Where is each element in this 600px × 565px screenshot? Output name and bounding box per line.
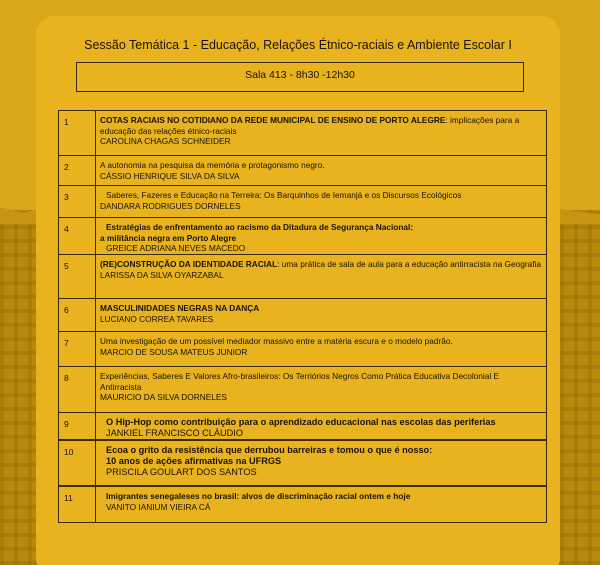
presentation-title-bold: (RE)CONSTRUÇÃO DA IDENTIDADE RACIAL <box>100 259 278 269</box>
presentation-title-rest: : uma prática de sala de aula para a educação antirracista na Geografia <box>277 259 541 269</box>
session-title: Sessão Temática 1 - Educação, Relações Étnico-raciais e Ambiente Escolar I <box>84 38 512 52</box>
table-row <box>59 255 547 299</box>
table-row <box>59 413 547 441</box>
row-content <box>96 156 547 185</box>
presentation-author: LARISSA DA SILVA OYARZABAL <box>100 269 224 280</box>
presentation-title-line2: a militância negra em Porto Alegre <box>100 232 237 243</box>
presentation-author: CAROLINA CHAGAS SCHNEIDER <box>100 136 231 146</box>
presentation-author: LUCIANO CORREA TAVARES <box>100 313 214 324</box>
row-number: 5 <box>59 255 96 298</box>
presentation-title: O Hip-Hop como contribuição para o aprendizado educacional nas escolas das periferias <box>106 417 496 427</box>
table-row <box>59 111 547 156</box>
row-content <box>96 299 547 331</box>
presentation-author: CÁSSIO HENRIQUE SILVA DA SILVA <box>100 170 240 181</box>
table-row <box>59 487 547 523</box>
presentation-title: A autonomia na pesquisa da memória e protagonismo negro. <box>100 160 325 170</box>
presentation-title-line2: 10 anos de ações afirmativas na UFRGS <box>106 456 282 466</box>
row-number: 3 <box>59 186 96 217</box>
row-number: 1 <box>59 111 96 155</box>
presentation-title-line1: Ecoa o grito da resistência que derrubou barreiras e tomou o que é nosso: <box>106 445 433 455</box>
presentation-author: VANITO IANIUM VIEIRA CÁ <box>106 501 211 512</box>
row-content <box>96 367 547 412</box>
row-content <box>96 441 547 485</box>
presentation-title: Uma investigação de um possível mediador massivo entre a matéria escura e o modelo padrão. <box>100 336 453 346</box>
row-number: 10 <box>59 441 96 485</box>
presentation-title: Experiências, Saberes E Valores Afro-brasileiros: Os Terriórios Negros Como Prática Educativa Decolonial E Antirracista <box>100 371 500 392</box>
presentations-table <box>58 110 547 523</box>
row-content <box>96 332 547 366</box>
presentation-author: DANDARA RODRIGUES DORNELES <box>100 200 241 211</box>
row-content <box>96 111 547 155</box>
row-number: 7 <box>59 332 96 366</box>
presentation-author: MARCIO DE SOUSA MATEUS JUNIOR <box>100 346 248 357</box>
presentation-author: PRISCILA GOULART DOS SANTOS <box>106 467 257 477</box>
presentation-title: Saberes, Fazeres e Educação na Terreira: Os Barquinhos de Iemanjá e os Discursos Ecológicos <box>106 190 462 200</box>
room-time-box: Sala 413 - 8h30 -12h30 <box>76 62 524 92</box>
table-row <box>59 367 547 413</box>
row-number: 2 <box>59 156 96 185</box>
row-number: 9 <box>59 413 96 439</box>
table-row <box>59 156 547 186</box>
row-content <box>96 186 547 217</box>
table-row <box>59 299 547 332</box>
row-content <box>96 218 547 254</box>
presentation-author: JANKIEL FRANCISCO CLÁUDIO <box>106 428 243 438</box>
table-row <box>59 332 547 367</box>
presentation-author: MAURICIO DA SILVA DORNELES <box>100 392 227 402</box>
row-number: 8 <box>59 367 96 412</box>
presentation-title: MASCULINIDADES NEGRAS NA DANÇA <box>100 303 260 313</box>
table-row <box>59 441 547 487</box>
presentation-title: Imigrantes senegaleses no brasil: alvos de discriminação racial ontem e hoje <box>106 491 411 501</box>
row-content <box>96 487 547 522</box>
table-row <box>59 218 547 255</box>
presentation-title-line1: Estratégias de enfrentamento ao racismo da Ditadura de Segurança Nacional: <box>106 222 414 232</box>
presentation-title-rest: : implicações para a educação das relações étnico-raciais <box>100 115 520 136</box>
presentation-author: GREICE ADRIANA NEVES MACEDO <box>106 243 246 253</box>
row-number: 6 <box>59 299 96 331</box>
table-row <box>59 186 547 218</box>
row-content <box>96 255 547 298</box>
row-number: 4 <box>59 218 96 254</box>
row-number: 11 <box>59 487 96 522</box>
row-content <box>96 413 547 439</box>
presentation-title-bold: COTAS RACIAIS NO COTIDIANO DA REDE MUNICIPAL DE ENSINO DE PORTO ALEGRE <box>100 115 446 125</box>
